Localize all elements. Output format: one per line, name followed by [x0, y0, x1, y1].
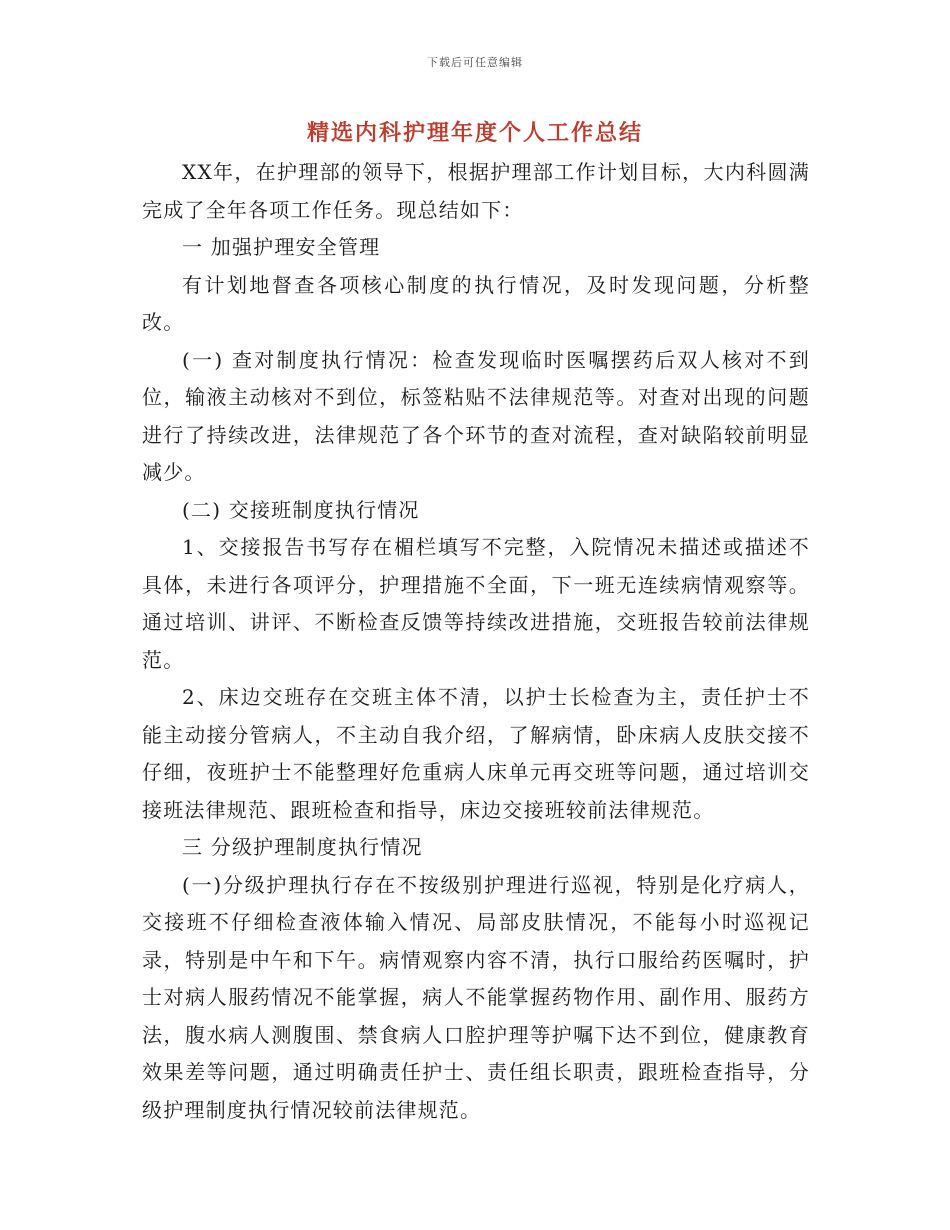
paragraph: XX年，在护理部的领导下，根据护理部工作计划目标，大内科圆满完成了全年各项工作任务。现总结如下：: [142, 160, 810, 222]
document-title: 精选内科护理年度个人工作总结: [306, 120, 643, 146]
paragraph: (一) 查对制度执行情况：检查发现临时医嘱摆药后双人核对不到位，输液主动核对不到位，标签粘贴不法律规范等。对查对出现的问题进行了持续改进，法律规范了各个环节的查对流程，查对缺陷较前明显减少。: [142, 347, 810, 484]
paragraph: 有计划地督查各项核心制度的执行情况，及时发现问题，分析整改。: [142, 272, 810, 334]
subsection-heading: (二) 交接班制度执行情况: [182, 497, 420, 522]
section-heading: 一 加强护理安全管理: [182, 235, 381, 259]
header-note: 下载后可任意编辑: [427, 56, 523, 69]
paragraph: 2、床边交班存在交班主体不清，以护士长检查为主，责任护士不能主动接分管病人，不主动自我介绍，了解病情，卧床病人皮肤交接不仔细，夜班护士不能整理好危重病人床单元再交班等问题，通过培训交接班法律规范、跟班检查和指导，床边交接班较前法律规范。: [142, 685, 810, 822]
section-heading: 三 分级护理制度执行情况: [182, 835, 423, 859]
document-body: [142, 154, 810, 1129]
paragraph: (一)分级护理执行存在不按级别护理进行巡视，特别是化疗病人，交接班不仔细检查液体输入情况、局部皮肤情况，不能每小时巡视记录，特别是中午和下午。病情观察内容不清，执行口服给药医嘱时，护士对病人服药情况不能掌握，病人不能掌握药物作用、副作用、服药方法，腹水病人测腹围、禁食病人口腔护理等护嘱下达不到位，健康教育效果差等问题，通过明确责任护士、责任组长职责，跟班检查指导，分级护理制度执行情况较前法律规范。: [142, 872, 810, 1122]
paragraph: 1、交接报告书写存在楣栏填写不完整，入院情况未描述或描述不具体，未进行各项评分，护理措施不全面，下一班无连续病情观察等。通过培训、讲评、不断检查反馈等持续改进措施，交班报告较前法律规范。: [142, 535, 810, 672]
